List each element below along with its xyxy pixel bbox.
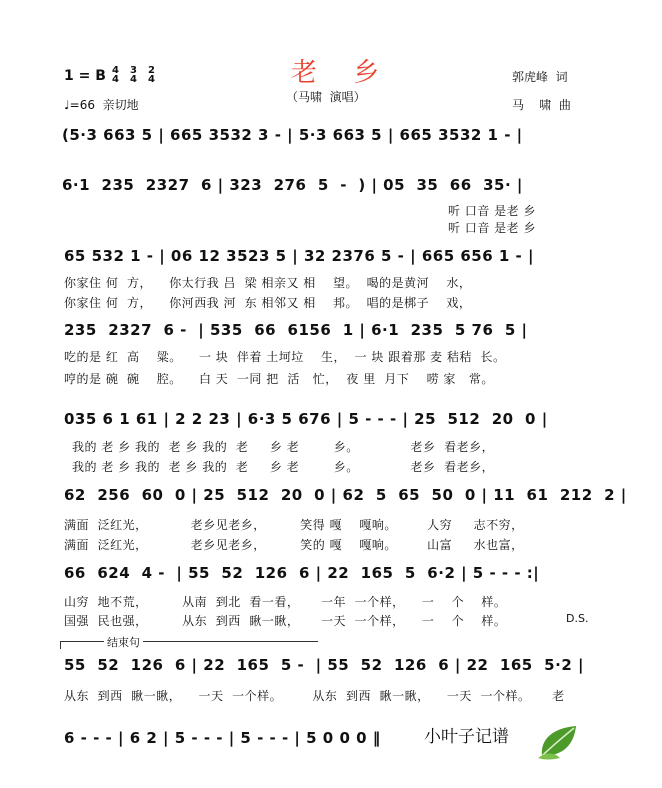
time-signature-3-4: 3 4 (130, 65, 137, 85)
lyric-line-2-verse-2: 听 口音 是老 乡 (448, 221, 536, 235)
coda-bracket-line (60, 641, 318, 642)
time-signature-4-4: 4 4 (112, 65, 119, 85)
lyric-line-8: 从东 到西 瞅一瞅， 一天 一个样。 从东 到西 瞅一瞅， 一天 一个样。 老 (64, 689, 565, 703)
coda-label: 结束句 (104, 634, 143, 650)
notation-line-2: 6·1 235 2327 6 | 323 276 5 - ) | 05 35 66 35· | (62, 176, 523, 194)
dal-segno-marking: D.S. (566, 612, 589, 625)
lyric-line-3-verse-2: 你家住 何 方， 你河西我 河 东 相邻又 相 邦。 唱的是梆子 戏， (64, 296, 472, 310)
lyric-line-5-verse-1: 我的 老 乡 我的 老 乡 我的 老 乡 老 乡。 老乡 看老乡， (72, 440, 495, 454)
song-title: 老 乡 (291, 58, 394, 88)
time-signature-2-4: 2 4 (148, 65, 155, 85)
lyricist-credit: 郭虎峰 词 (512, 70, 568, 84)
lyric-line-4-verse-1: 吃的是 红 高 粱。 一 块 伴着 土坷垃 生， 一 块 跟着那 麦 秸秸 长。 (64, 350, 506, 364)
notation-line-3: 65 532 1 - | 06 12 3523 5 | 32 2376 5 - | 665 656 1 - | (64, 247, 534, 265)
key-signature: 1 = B (64, 68, 106, 84)
tempo-marking: ♩=66 亲切地 (64, 98, 139, 112)
composer-credit: 马 啸 曲 (512, 98, 571, 112)
notation-line-5: 035 6 1 61 | 2 2 23 | 6·3 5 676 | 5 - - - | 25 512 20 0 | (64, 410, 548, 428)
lyric-line-7-verse-2: 国强 民也强， 从东 到西 瞅一瞅， 一天 一个样， 一 个 样。 (64, 614, 507, 628)
notation-line-7: 66 624 4 - | 55 52 126 6 | 22 165 5 6·2 | 5 - - - :| (64, 564, 540, 582)
coda-bracket-tick (60, 641, 61, 649)
lyric-line-6-verse-2: 满面 泛红光， 老乡见老乡， 笑的 嘎 嘎响。 山富 水也富， (64, 538, 524, 552)
singer-credit: （马啸 演唱） (286, 90, 366, 104)
notation-line-6: 62 256 60 0 | 25 512 20 0 | 62 5 65 50 0 | 11 61 212 2 | (64, 486, 627, 504)
notation-line-8: 55 52 126 6 | 22 165 5 - | 55 52 126 6 | 22 165 5·2 | (64, 656, 584, 674)
notation-line-9: 6 - - - | 6 2 | 5 - - - | 5 - - - | 5 0 0 0 ‖ (64, 729, 381, 747)
lyric-line-7-verse-1: 山穷 地不荒， 从南 到北 看一看， 一年 一个样， 一 个 样。 (64, 595, 507, 609)
lyric-line-4-verse-2: 哼的是 碗 碗 腔。 白 天 一同 把 活 忙， 夜 里 月下 唠 家 常。 (64, 372, 494, 386)
notation-line-4: 235 2327 6 - | 535 66 6156 1 | 6·1 235 5 76 5 | (64, 321, 528, 339)
notation-line-1: (5·3 663 5 | 665 3532 3 - | 5·3 663 5 | 665 3532 1 - | (62, 126, 523, 144)
transcriber-signature: 小叶子记谱 (424, 727, 509, 747)
leaf-icon (536, 722, 582, 760)
lyric-line-5-verse-2: 我的 老 乡 我的 老 乡 我的 老 乡 老 乡。 老乡 看老乡， (72, 460, 495, 474)
lyric-line-2-verse-1: 听 口音 是老 乡 (448, 204, 536, 218)
lyric-line-3-verse-1: 你家住 何 方， 你太行我 吕 梁 相亲又 相 望。 喝的是黄河 水， (64, 276, 472, 290)
lyric-line-6-verse-1: 满面 泛红光， 老乡见老乡， 笑得 嘎 嘎响。 人穷 志不穷， (64, 518, 524, 532)
